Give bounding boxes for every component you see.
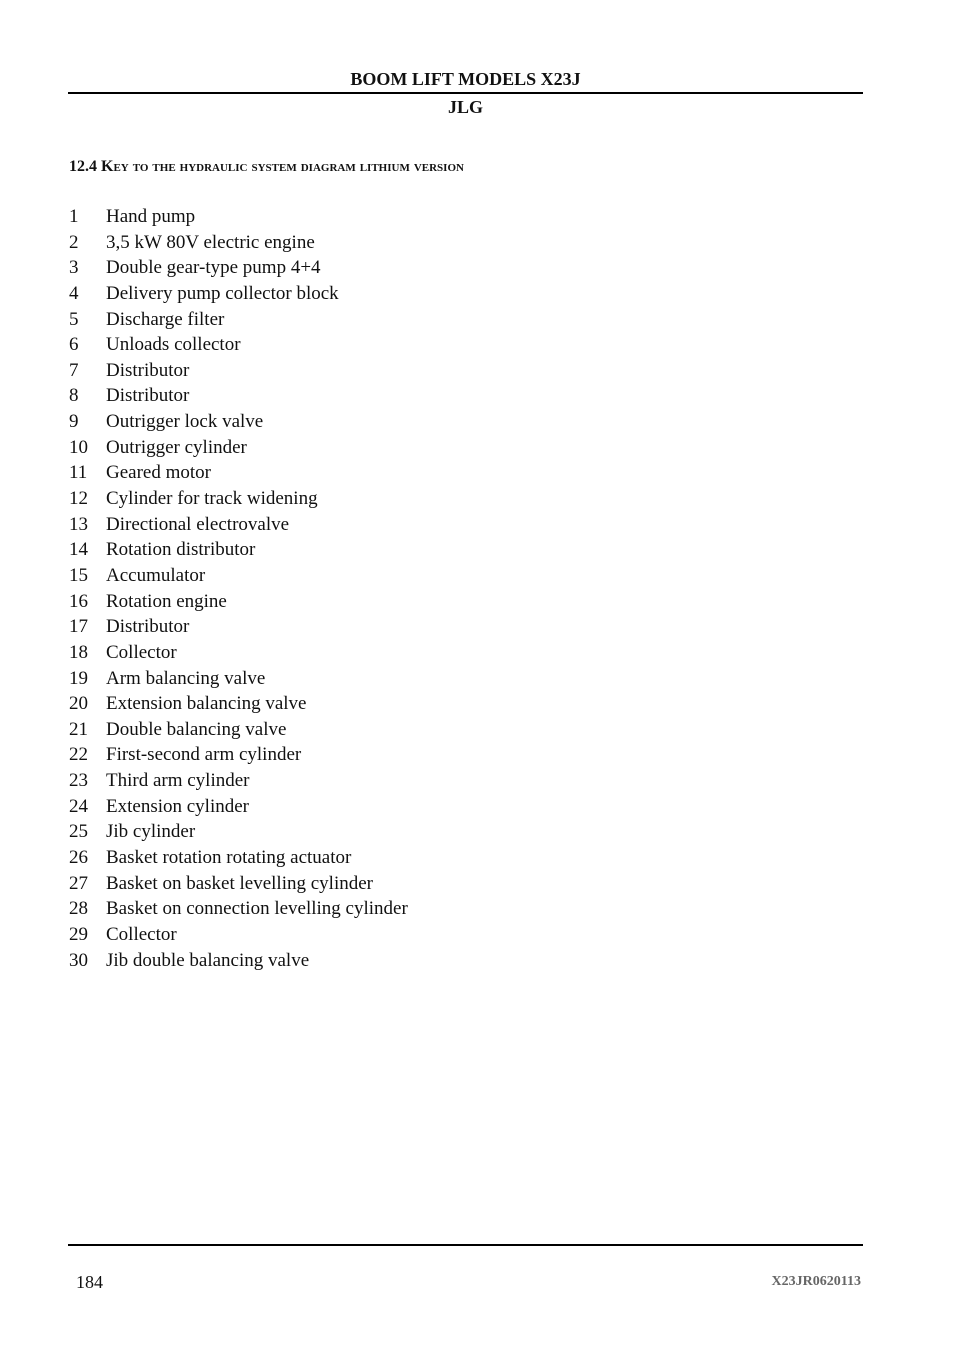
item-number: 9 [69,411,79,433]
item-label: Rotation engine [106,590,227,612]
item-number: 4 [69,282,79,304]
list-item [69,460,408,486]
list-item [69,358,408,384]
item-label: First-second arm cylinder [106,744,302,766]
list-item [69,794,408,820]
item-number: 28 [69,898,88,920]
page-number: 184 [76,1272,103,1292]
item-label: Double gear-type pump 4+4 [106,257,321,279]
item-label: Cylinder for track widening [106,488,318,510]
item-number: 20 [69,693,88,715]
item-label: Collector [106,923,177,945]
item-number: 6 [69,334,79,356]
item-label: Collector [106,641,177,663]
item-number: 27 [69,872,88,894]
item-label: Delivery pump collector block [106,282,339,304]
list-item [69,537,408,563]
item-label: Rotation distributor [106,539,256,561]
list-item [69,230,408,256]
item-label: Distributor [106,616,190,638]
item-number: 8 [69,385,79,407]
header-brand: JLG [447,97,483,117]
hydraulic-key-list [69,204,408,973]
item-label: 3,5 kW 80V electric engine [106,231,315,253]
list-item [69,742,408,768]
item-label: Directional electrovalve [106,513,290,535]
item-label: Third arm cylinder [106,770,250,792]
list-item [69,563,408,589]
footer-divider [68,1244,863,1246]
item-label: Basket on connection levelling cylinder [106,898,408,920]
item-label: Unloads collector [106,334,241,356]
list-item [69,409,408,435]
item-number: 15 [69,564,88,586]
item-number: 30 [69,949,88,971]
item-label: Jib double balancing valve [106,949,310,971]
item-number: 13 [69,513,88,535]
list-item [69,819,408,845]
item-number: 2 [69,231,79,253]
item-number: 29 [69,923,88,945]
list-item [69,640,408,666]
document-code: X23JR0620113 [771,1274,861,1289]
list-item [69,383,408,409]
list-item [69,666,408,692]
list-item [69,307,408,333]
list-item [69,845,408,871]
list-item [69,614,408,640]
item-number: 25 [69,821,88,843]
item-label: Outrigger lock valve [106,411,264,433]
list-item [69,896,408,922]
item-number: 26 [69,847,88,869]
item-label: Hand pump [106,206,196,227]
list-item [69,871,408,897]
item-label: Accumulator [106,564,206,586]
item-number: 16 [69,590,88,612]
item-number: 14 [69,539,88,561]
item-number: 7 [69,359,79,381]
item-number: 3 [69,257,79,279]
page-header [68,66,863,120]
list-item [69,717,408,743]
item-number: 18 [69,641,88,663]
list-item [69,281,408,307]
section-heading: 12.4 Key to the hydraulic system diagram lithium version [69,158,464,175]
item-label: Extension cylinder [106,795,249,817]
item-label: Distributor [106,385,190,407]
item-label: Geared motor [106,462,211,484]
list-item [69,255,408,281]
list-item [69,589,408,615]
item-label: Jib cylinder [106,821,196,843]
item-label: Outrigger cylinder [106,436,247,458]
item-label: Arm balancing valve [106,667,266,689]
item-number: 22 [69,744,88,766]
list-item [69,486,408,512]
list-item [69,948,408,974]
list-item [69,204,408,230]
list-item [69,691,408,717]
item-number: 12 [69,488,88,510]
list-item [69,768,408,794]
item-label: Basket on basket levelling cylinder [106,872,373,894]
item-label: Double balancing valve [106,718,287,740]
item-number: 21 [69,718,88,740]
list-item [69,435,408,461]
item-number: 1 [69,206,79,227]
list-item [69,922,408,948]
item-number: 11 [69,462,88,484]
item-number: 19 [69,667,88,689]
item-number: 23 [69,770,88,792]
item-label: Basket rotation rotating actuator [106,847,352,869]
item-number: 5 [69,308,79,330]
header-title: BOOM LIFT MODELS X23J [350,69,581,89]
item-number: 24 [69,795,88,817]
item-label: Discharge filter [106,308,225,330]
item-number: 10 [69,436,88,458]
item-label: Extension balancing valve [106,693,307,715]
list-item [69,332,408,358]
item-label: Distributor [106,359,190,381]
item-number: 17 [69,616,88,638]
list-item [69,512,408,538]
